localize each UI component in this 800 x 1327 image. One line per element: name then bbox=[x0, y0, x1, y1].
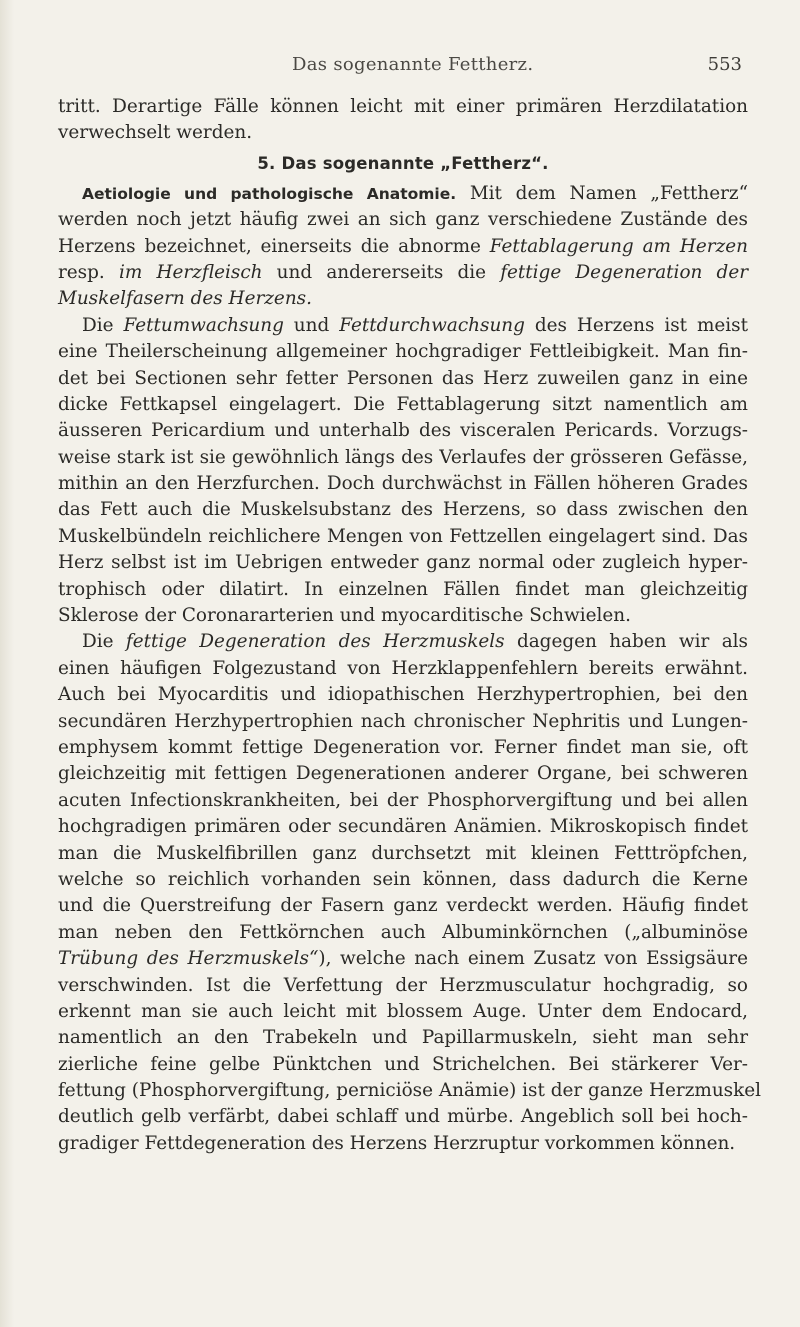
text-line: einen häufigen Folgezustand von Herzklappenfehlern bereits erwähnt. bbox=[58, 657, 748, 679]
section-number: 5. bbox=[257, 153, 276, 173]
text-line: das Fett auch die Muskelsubstanz des Herzens, so dass zwischen den bbox=[58, 499, 748, 521]
text-line: deutlich gelb verfärbt, dabei schlaff und mürbe. Angeblich soll bei hoch- bbox=[58, 1106, 748, 1128]
text-line: Herzens bezeichnet, einerseits die abnorme Fettablagerung am Herzen bbox=[58, 235, 748, 257]
text-line: dicke Fettkapsel eingelagert. Die Fettablagerung sitzt namentlich am bbox=[58, 393, 748, 415]
text-line: man die Muskelfibrillen ganz durchsetzt mit kleinen Fetttröpfchen, bbox=[58, 842, 748, 864]
text-line: det bei Sectionen sehr fetter Personen das Herz zuweilen ganz in eine bbox=[58, 367, 748, 389]
text-line: gradiger Fettdegeneration des Herzens Herzruptur vorkommen können. bbox=[58, 1132, 736, 1154]
running-head bbox=[0, 54, 800, 84]
text-line: verschwinden. Ist die Verfettung der Herzmusculatur hochgradig, so bbox=[58, 974, 748, 996]
text-line: acuten Infectionskrankheiten, bei der Phosphorvergiftung und bei allen bbox=[58, 789, 748, 811]
text-line: tritt. Derartige Fälle können leicht mit einer primären Herzdilatation bbox=[58, 96, 748, 117]
text-line: namentlich an den Trabekeln und Papillarmuskeln, sieht man sehr bbox=[58, 1027, 748, 1049]
text-line: und die Querstreifung der Fasern ganz verdeckt werden. Häufig findet bbox=[58, 895, 748, 917]
text-line: man neben den Fettkörnchen auch Albuminkörnchen („albuminöse bbox=[58, 921, 748, 943]
text-line: welche so reichlich vorhanden sein können, dass dadurch die Kerne bbox=[58, 868, 748, 890]
text-line: fettung (Phosphorvergiftung, perniciöse Anämie) ist der ganze Herzmuskel bbox=[58, 1080, 762, 1102]
subheading: Aetiologie und pathologische Anatomie. bbox=[82, 184, 457, 203]
text-line: emphysem kommt fettige Degeneration vor. Ferner findet man sie, oft bbox=[58, 736, 748, 758]
text-line: zierliche feine gelbe Pünktchen und Strichelchen. Bei stärkerer Ver- bbox=[58, 1053, 748, 1075]
text-line: erkennt man sie auch leicht mit blossem Auge. Unter dem Endocard, bbox=[58, 1000, 748, 1022]
text-line: eine Theilerscheinung allgemeiner hochgradiger Fettleibigkeit. Man fin- bbox=[58, 341, 748, 363]
text-line: hochgradigen primären oder secundären Anämien. Mikroskopisch findet bbox=[58, 816, 748, 838]
text-line: Muskelfasern des Herzens. bbox=[58, 288, 312, 310]
text-line: Herz selbst ist im Uebrigen entweder ganz normal oder zugleich hyper- bbox=[58, 552, 748, 574]
text-line: gleichzeitig mit fettigen Degenerationen anderer Organe, bei schweren bbox=[58, 763, 748, 785]
text-line: Die fettige Degeneration des Herzmuskels dagegen haben wir als bbox=[82, 631, 748, 653]
text-line: resp. im Herzfleisch und andererseits die fettige Degeneration der bbox=[58, 261, 748, 283]
page-edge-shadow bbox=[0, 0, 14, 1327]
section-heading bbox=[58, 147, 748, 181]
text-line: werden noch jetzt häufig zwei an sich ganz verschiedene Zustände des bbox=[58, 209, 748, 231]
page-number: 553 bbox=[707, 54, 742, 75]
text-line: Aetiologie und pathologische Anatomie. Mit dem Namen „Fettherz“ bbox=[82, 182, 748, 204]
text-line: verwechselt werden. bbox=[58, 122, 253, 144]
text-line: trophisch oder dilatirt. In einzelnen Fällen findet man gleichzeitig bbox=[58, 578, 748, 600]
text-line: Muskelbündeln reichlichere Mengen von Fettzellen eingelagert sind. Das bbox=[58, 525, 748, 547]
text-line: secundären Herzhypertrophien nach chronischer Nephritis und Lungen- bbox=[58, 710, 748, 732]
text-line: Die Fettumwachsung und Fettdurchwachsung des Herzens ist meist bbox=[82, 314, 748, 336]
text-line: weise stark ist sie gewöhnlich längs des Verlaufes der grösseren Gefässe, bbox=[58, 446, 748, 468]
text-line: Auch bei Myocarditis und idiopathischen Herzhypertrophien, bei den bbox=[58, 684, 748, 706]
section-title: Das sogenannte „Fettherz“. bbox=[281, 153, 549, 173]
text-line: Trübung des Herzmuskels“), welche nach einem Zusatz von Essigsäure bbox=[58, 948, 748, 970]
text-line: äusseren Pericardium und unterhalb des visceralen Pericards. Vorzugs- bbox=[58, 420, 748, 442]
running-title: Das sogenannte Fettherz. bbox=[292, 54, 534, 75]
text-block bbox=[58, 94, 762, 1157]
text-line: mithin an den Herzfurchen. Doch durchwächst in Fällen höheren Grades bbox=[58, 473, 748, 495]
text-line: Sklerose der Coronararterien und myocarditische Schwielen. bbox=[58, 605, 631, 627]
